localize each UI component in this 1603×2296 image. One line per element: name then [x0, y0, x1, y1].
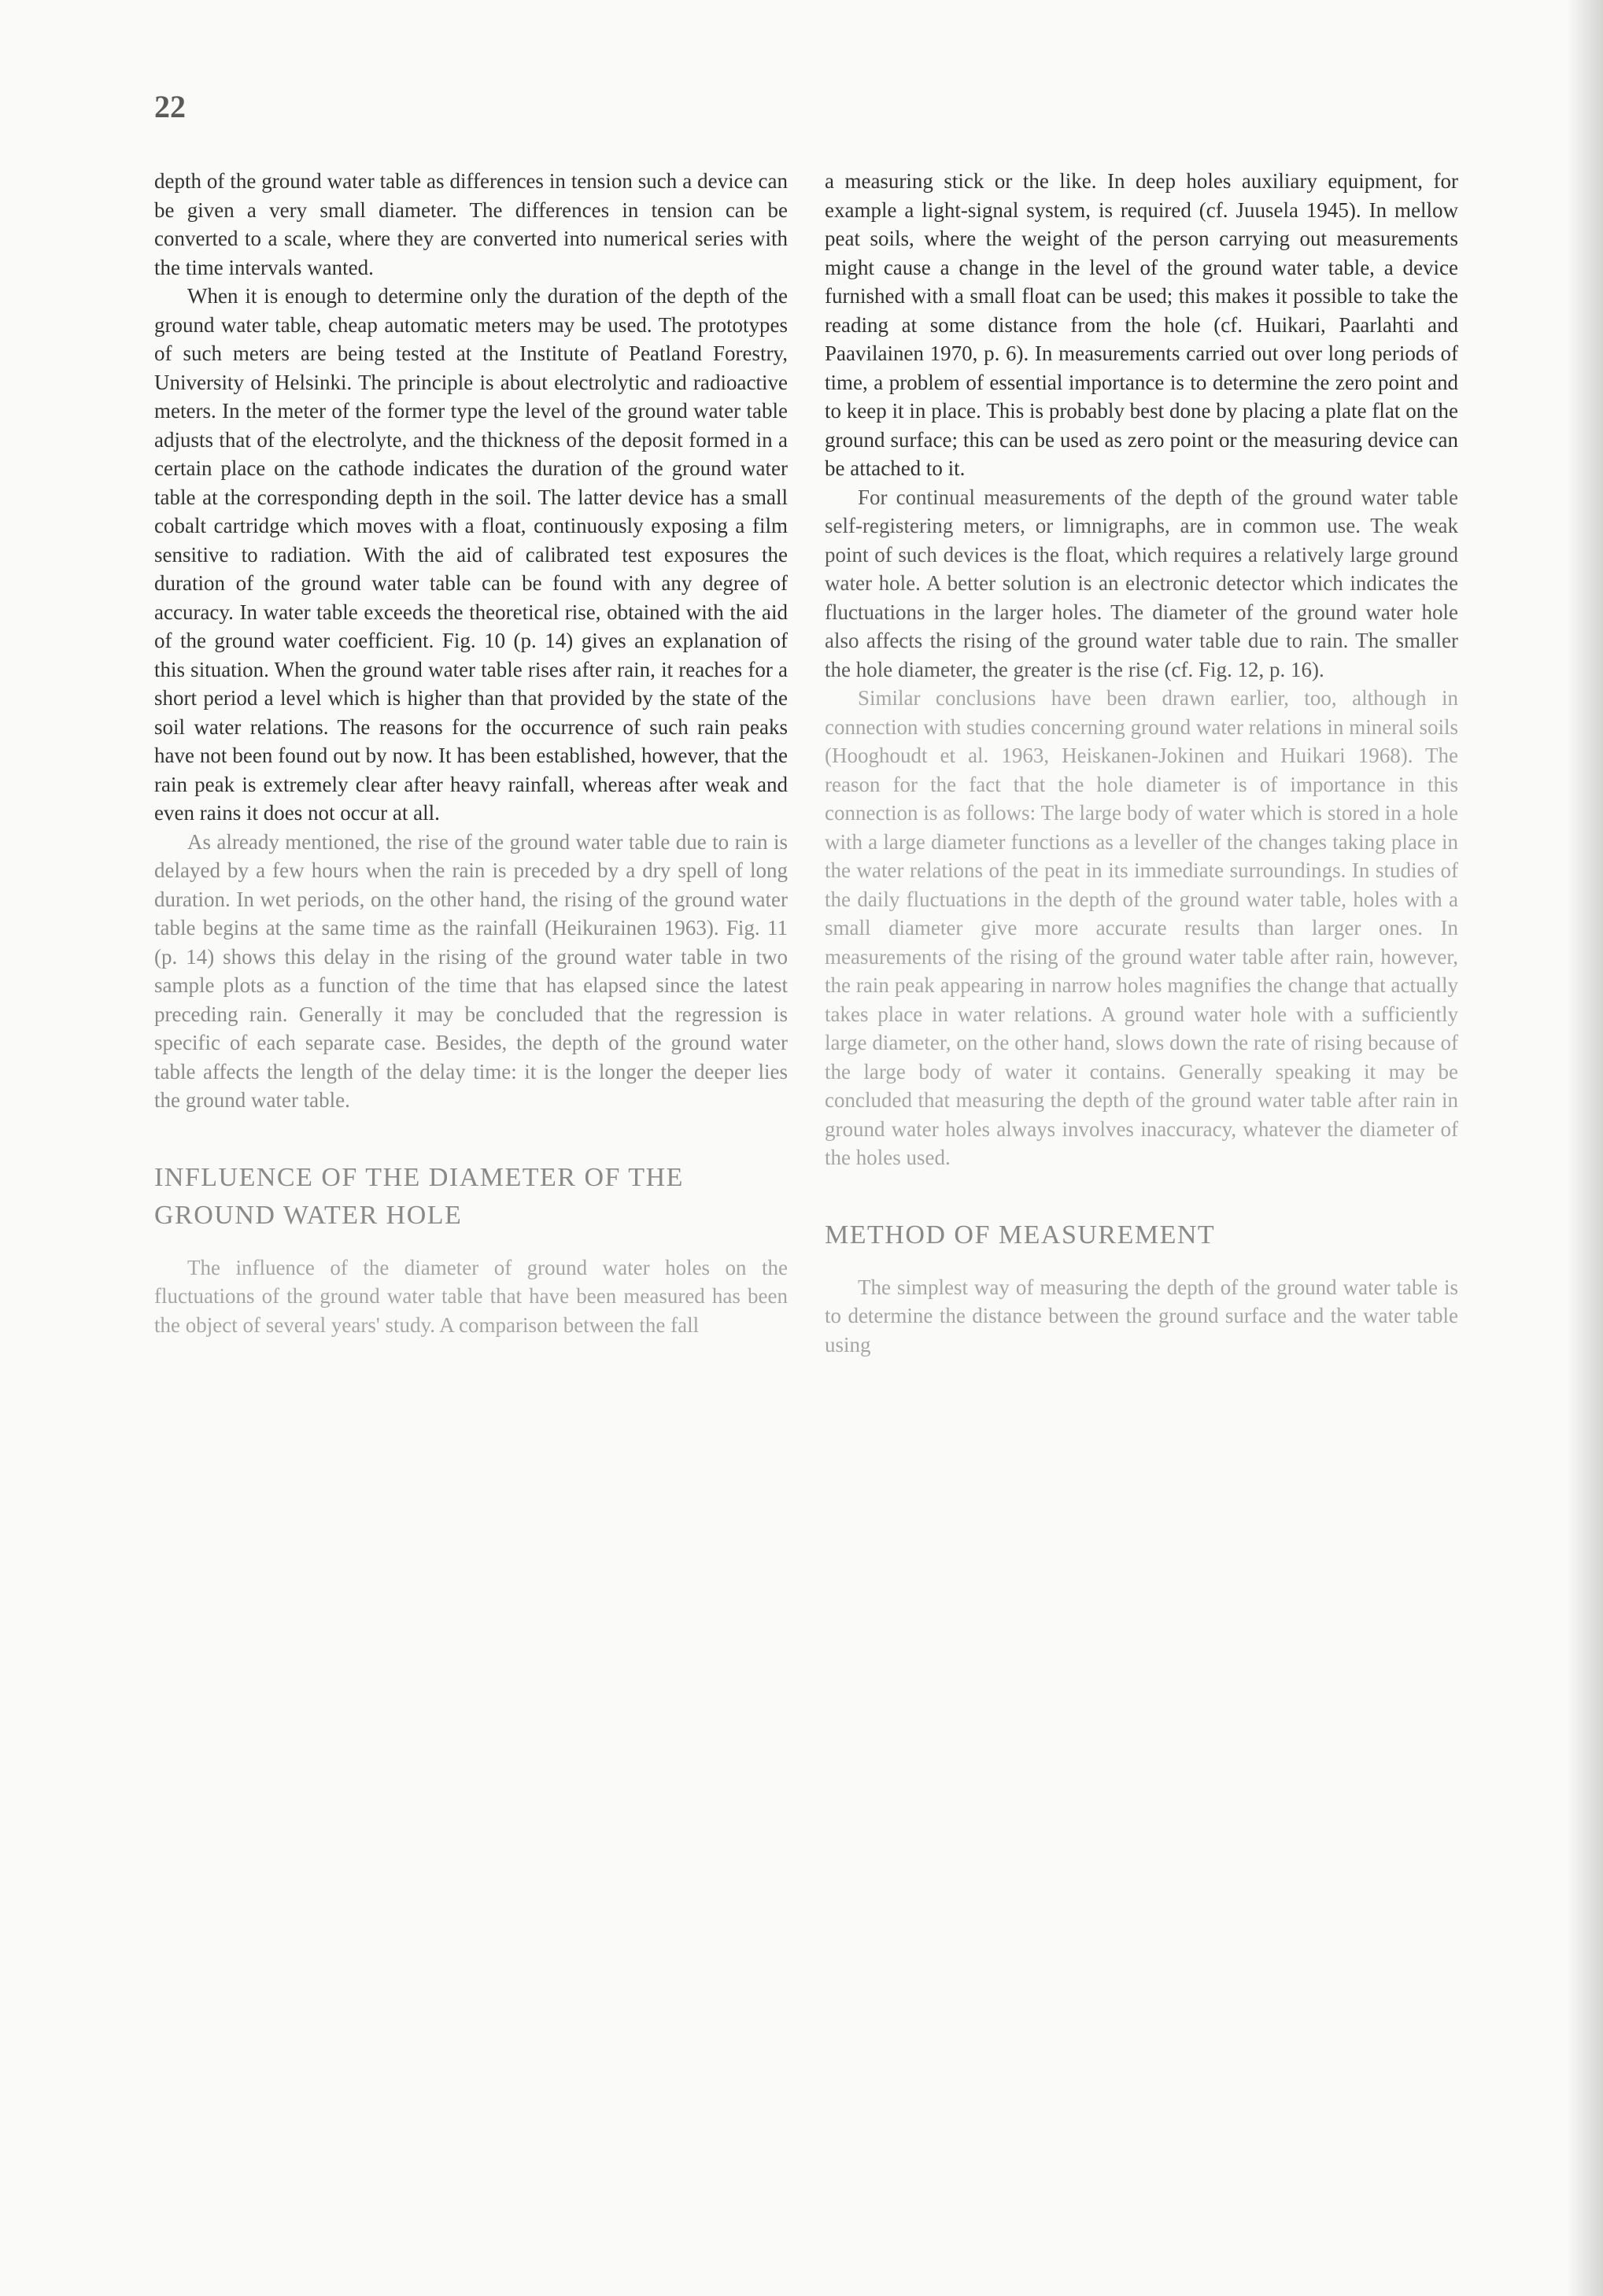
section-heading-diameter: INFLUENCE OF THE DIAMETER OF THE GROUND WATER HOLE [154, 1162, 684, 1230]
left-paragraph-2: When it is enough to determine only the duration of the depth of the ground water table, cheap automatic meters may be used. The prototypes of such meters are being tested at the Institute of Peatland Forestry, University of Helsinki. The principle is about electrolytic and radioactive meters. In the meter of the former type the level of the ground water table adjusts that of the electrolyte, and the thickness of the deposit formed in a certain place on the cathode indicates the duration of the ground water table at the corresponding depth in the soil. The latter device has a small cobalt cartridge which moves with a float, continuously exposing a film sensitive to radiation. With the aid of calibrated test exposures the duration of the ground water table can be found with any degree of accuracy. In water table exceeds the theoretical rise, obtained with the aid of the ground water coefficient. Fig. 10 (p. 14) gives an explanation of this situation. When the ground water table rises after rain, it reaches for a short period a level which is higher than that provided by the state of the soil water relations. The reasons for the occurrence of such rain peaks have not been found out by now. It has been established, however, that the rain peak is extremely clear after heavy rainfall, whereas after weak and even rains it does not occur at all. [154, 284, 788, 825]
right-paragraph-2: For continual measurements of the depth of the ground water table self-registering meters, or limnigraphs, are in common use. The weak point of such devices is the float, which requires a relatively large ground water hole. A better solution is an electronic detector which indicates the fluctuations in the larger holes. The diameter of the ground water hole also affects the rising of the ground water table due to rain. The smaller the hole diameter, the greater is the rise (cf. Fig. 12, p. 16). [825, 485, 1458, 681]
right-paragraph-3: Similar conclusions have been drawn earlier, too, although in connection with studies concerning ground water relations in mineral soils (Hooghoudt et al. 1963, Heiskanen-Jokinen and Huikari 1968). The reason for the fact that the hole diameter is of importance in this connection is as follows: The large body of water which is stored in a hole with a large diameter functions as a leveller of the changes taking place in the water relations of the peat in its immediate surroundings. In studies of the daily fluctuations in the depth of the ground water table, holes with a small diameter give more accurate results than larger ones. In measurements of the rising of the ground water table after rain, however, the rain peak appearing in narrow holes magnifies the change that actually takes place in water relations. A ground water hole with a sufficiently large diameter, on the other hand, slows down the rate of rising because of the large body of water it contains. Generally speaking it may be concluded that measuring the depth of the ground water table after rain in ground water holes always involves inaccuracy, whatever the diameter of the holes used. [825, 686, 1458, 1169]
page-edge-shadow [1567, 0, 1603, 2296]
section-heading-method: METHOD OF MEASUREMENT [825, 1220, 1216, 1250]
right-paragraph-1: a measuring stick or the like. In deep holes auxiliary equipment, for example a light-signal system, is required (cf. Juusela 1945). In mellow peat soils, where the weight of the person carrying out measurements might cause a change in the level of the ground water table, a device furnished with a small float can be used; this makes it possible to take the reading at some distance from the hole (cf. Huikari, Paarlahti and Paavilainen 1970, p. 6). In measurements carried out over long periods of time, a problem of essential importance is to determine the zero point and to keep it in place. This is probably best done by placing a plate flat on the ground surface; this can be used as zero point or the measuring device can be attached to it. [825, 169, 1458, 480]
left-column [154, 167, 788, 1339]
left-paragraph-3: As already mentioned, the rise of the ground water table due to rain is delayed by a few hours when the rain is preceded by a dry spell of long duration. In wet periods, on the other hand, the rising of the ground water table begins at the same time as the rainfall (Heikurainen 1963). Fig. 11 (p. 14) shows this delay in the rising of the ground water table in two sample plots as a function of the time that has elapsed since the latest preceding rain. Generally it may be concluded that the regression is specific of each separate case. Besides, the depth of the ground water table affects the length of the delay time: it is the longer the deeper lies the ground water table. [154, 829, 788, 1112]
right-paragraph-4: The simplest way of measuring the depth of the ground water table is to determine the distance between the ground surface and the water table using [825, 1275, 1458, 1357]
right-column [825, 167, 1458, 1359]
left-paragraph-1: depth of the ground water table as differences in tension such a device can be given a very small diameter. The differences in tension can be converted to a scale, where they are converted into numerical series with the time intervals wanted. [154, 169, 788, 279]
page-number: 22 [154, 89, 186, 124]
left-paragraph-4: The influence of the diameter of ground water holes on the fluctuations of the ground water table that have been measured has been the object of several years' study. A comparison between the fall [154, 1255, 788, 1337]
